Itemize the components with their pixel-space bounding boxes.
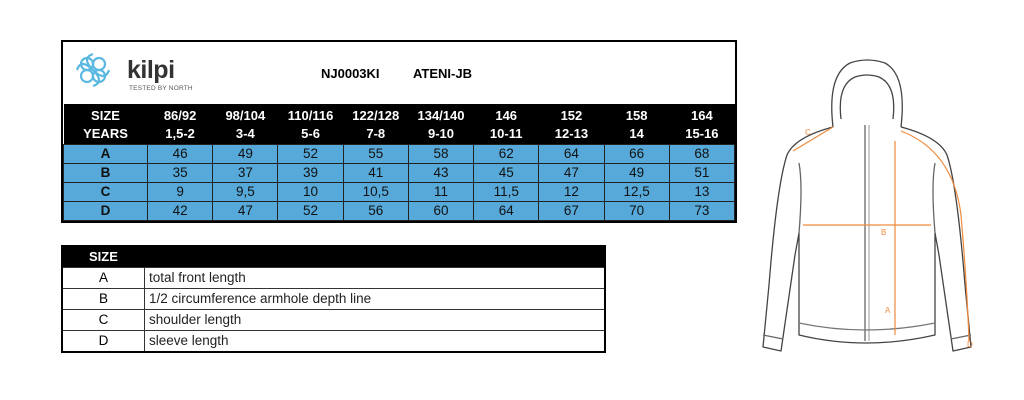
value-cell: 64: [539, 144, 604, 163]
value-cell: 11,5: [474, 182, 539, 201]
value-cell: 58: [408, 144, 473, 163]
legend-text: shoulder length: [149, 312, 242, 327]
sheet-header: [63, 42, 735, 104]
value-cell: 43: [408, 163, 473, 182]
label-b: B: [881, 228, 887, 237]
legend-item: [63, 309, 604, 330]
value-cell: 9,5: [213, 182, 278, 201]
size-table: [63, 104, 735, 221]
measure-row-b: [64, 163, 735, 182]
value-cell: 64: [474, 201, 539, 220]
value-cell: 47: [213, 201, 278, 220]
value-cell: 49: [604, 163, 669, 182]
legend-key: C: [63, 310, 145, 330]
value-cell: 35: [148, 163, 213, 182]
legend-item: [63, 267, 604, 288]
size-cell: 152: [539, 104, 604, 124]
size-cell: 86/92: [148, 104, 213, 124]
years-cell: 15-16: [669, 124, 734, 144]
value-cell: 47: [539, 163, 604, 182]
legend-item: [63, 288, 604, 309]
legend-key: D: [63, 331, 145, 351]
years-cell: 10-11: [474, 124, 539, 144]
brand-name: kilpi: [127, 56, 175, 84]
row-label: A: [64, 144, 148, 163]
legend-key: B: [63, 289, 145, 309]
measure-row-c: [64, 182, 735, 201]
legend-key: A: [63, 268, 145, 288]
legend-text: 1/2 circumference armhole depth line: [149, 291, 372, 306]
size-cell: 146: [474, 104, 539, 124]
years-cell: 3-4: [213, 124, 278, 144]
size-label: SIZE: [64, 104, 148, 124]
knot-icon: [73, 50, 121, 94]
years-label: YEARS: [64, 124, 148, 144]
product-name: ATENI-JB: [413, 66, 472, 81]
value-cell: 12,5: [604, 182, 669, 201]
size-cell: 98/104: [213, 104, 278, 124]
years-cell: 9-10: [408, 124, 473, 144]
value-cell: 66: [604, 144, 669, 163]
legend-text: sleeve length: [149, 333, 229, 348]
value-cell: 10: [278, 182, 343, 201]
value-cell: 45: [474, 163, 539, 182]
value-cell: 51: [669, 163, 734, 182]
value-cell: 60: [408, 201, 473, 220]
product-code: NJ0003KI: [321, 66, 380, 81]
kilpi-logo: [73, 50, 203, 98]
hood-opening: [840, 75, 893, 119]
value-cell: 55: [343, 144, 408, 163]
years-cell: 12-13: [539, 124, 604, 144]
value-cell: 46: [148, 144, 213, 163]
value-cell: 13: [669, 182, 734, 201]
value-cell: 52: [278, 201, 343, 220]
value-cell: 37: [213, 163, 278, 182]
legend-item: [63, 330, 604, 351]
value-cell: 68: [669, 144, 734, 163]
value-cell: 9: [148, 182, 213, 201]
value-cell: 52: [278, 144, 343, 163]
value-cell: 73: [669, 201, 734, 220]
legend-text: total front length: [149, 270, 246, 285]
brand-tagline: TESTED BY NORTH: [129, 85, 193, 92]
jacket-diagram: [755, 55, 985, 365]
years-cell: 14: [604, 124, 669, 144]
value-cell: 67: [539, 201, 604, 220]
row-label: B: [64, 163, 148, 182]
value-cell: 39: [278, 163, 343, 182]
value-cell: 70: [604, 201, 669, 220]
size-cell: 158: [604, 104, 669, 124]
label-a: A: [885, 306, 891, 315]
label-d: D: [967, 340, 973, 349]
years-cell: 7-8: [343, 124, 408, 144]
measurement-legend: [61, 245, 606, 353]
measure-row-d: [64, 201, 735, 220]
row-label: D: [64, 201, 148, 220]
value-cell: 56: [343, 201, 408, 220]
value-cell: 12: [539, 182, 604, 201]
size-cell: 164: [669, 104, 734, 124]
years-cell: 1,5-2: [148, 124, 213, 144]
jacket-body-outline: [763, 127, 971, 351]
size-chart-sheet: [61, 40, 737, 223]
value-cell: 49: [213, 144, 278, 163]
size-cell: 122/128: [343, 104, 408, 124]
measure-c-line: [793, 127, 833, 151]
size-cell: 134/140: [408, 104, 473, 124]
legend-header: SIZE: [63, 247, 604, 267]
value-cell: 41: [343, 163, 408, 182]
row-label: C: [64, 182, 148, 201]
measure-row-a: [64, 144, 735, 163]
value-cell: 42: [148, 201, 213, 220]
years-header-row: [64, 124, 735, 144]
label-c: C: [805, 128, 811, 137]
value-cell: 62: [474, 144, 539, 163]
size-cell: 110/116: [278, 104, 343, 124]
years-cell: 5-6: [278, 124, 343, 144]
value-cell: 10,5: [343, 182, 408, 201]
size-header-row: [64, 104, 735, 124]
value-cell: 11: [408, 182, 473, 201]
